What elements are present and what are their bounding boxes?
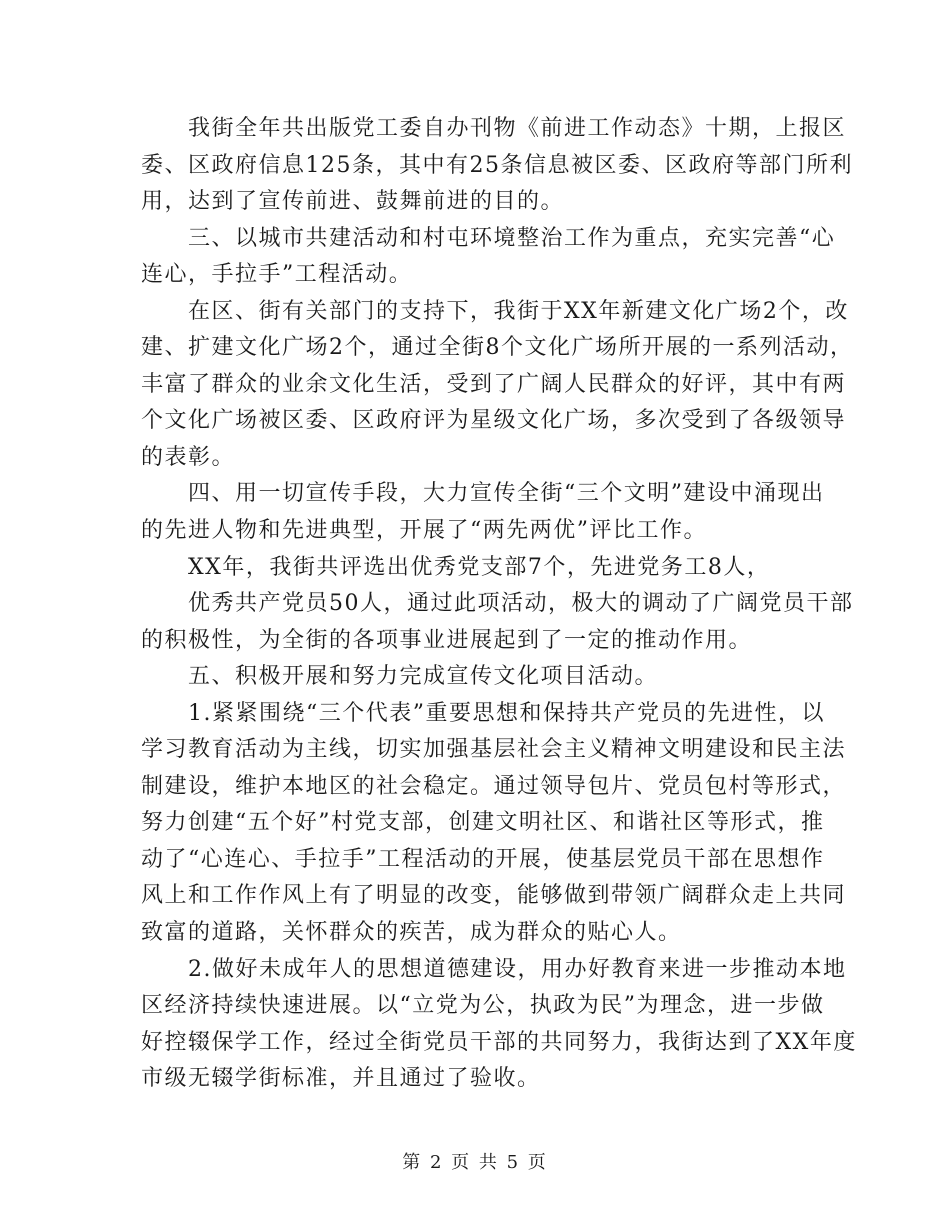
text-line: 三、以城市共建活动和村屯环境整治工作为重点，充实完善“心 <box>188 226 836 251</box>
text-line: 风上和工作作风上有了明显的改变，能够做到带领广阔群众走上共同 <box>141 883 847 908</box>
text-line: 的表彰。 <box>141 445 236 470</box>
text-line: 五、积极开展和努力完成宣传文化项目活动。 <box>188 664 659 689</box>
text-line: 的积极性，为全街的各项事业进展起到了一定的推动作用。 <box>141 628 753 653</box>
text-line: 连心，手拉手”工程活动。 <box>141 262 413 287</box>
text-line: 区经济持续快速进展。以“立党为公，执政为民”为理念，进一步做 <box>141 993 825 1018</box>
text-line: 我街全年共出版党工委自办刊物《前进工作动态》十期，上报区 <box>188 116 847 141</box>
page-suffix: 页 <box>527 1152 548 1173</box>
text-line: 在区、街有关部门的支持下，我街于XX年新建文化广场2个，改 <box>188 299 849 324</box>
page-mid-text: 页 共 <box>451 1152 499 1173</box>
text-line: 制建设，维护本地区的社会稳定。通过领导包片、党员包村等形式， <box>141 774 847 799</box>
text-line: 的先进人物和先进典型，开展了“两先两优”评比工作。 <box>141 518 707 543</box>
text-line: 四、用一切宣传手段，大力宣传全街“三个文明”建设中涌现出 <box>188 481 825 506</box>
total-pages-number: 5 <box>506 1152 521 1173</box>
text-line: 努力创建“五个好”村党支部，创建文明社区、和谐社区等形式，推 <box>141 810 825 835</box>
text-line: 动了“心连心、手拉手”工程活动的开展，使基层党员干部在思想作 <box>141 847 825 872</box>
text-line: 学习教育活动为主线，切实加强基层社会主义精神文明建设和民主法 <box>141 737 847 762</box>
text-line: 优秀共产党员50人，通过此项活动，极大的调动了广阔党员干部 <box>188 591 854 616</box>
text-line: 个文化广场被区委、区政府评为星级文化广场，多次受到了各级领导 <box>141 408 847 433</box>
text-line: XX年，我街共评选出优秀党支部7个，先进党务工8人， <box>188 555 771 580</box>
text-line: 1.紧紧围绕“三个代表”重要思想和保持共产党员的先进性，以 <box>188 701 825 726</box>
current-page-number: 2 <box>429 1152 444 1173</box>
text-line: 建、扩建文化广场2个，通过全街8个文化广场所开展的一系列活动， <box>141 335 854 360</box>
text-line: 丰富了群众的业余文化生活，受到了广阔人民群众的好评，其中有两 <box>141 372 847 397</box>
text-line: 好控辍保学工作，经过全街党员干部的共同努力，我街达到了XX年度 <box>141 1030 857 1055</box>
text-line: 用，达到了宣传前进、鼓舞前进的目的。 <box>141 189 565 214</box>
text-line: 委、区政府信息125条，其中有25条信息被区委、区政府等部门所利 <box>141 153 853 178</box>
page-prefix: 第 <box>402 1152 423 1173</box>
text-line: 致富的道路，关怀群众的疾苦，成为群众的贴心人。 <box>141 920 682 945</box>
text-line: 2.做好未成年人的思想道德建设，用办好教育来进一步推动本地 <box>188 957 847 982</box>
page-number-footer <box>0 1148 950 1174</box>
text-line: 市级无辍学街标准，并且通过了验收。 <box>141 1066 541 1091</box>
